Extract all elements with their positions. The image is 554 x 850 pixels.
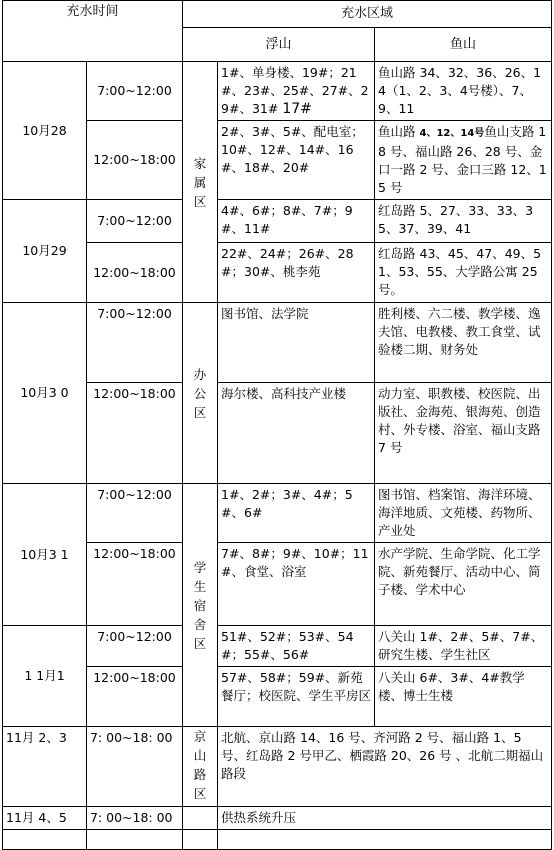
- header-fushan: 浮山: [183, 28, 375, 62]
- slot-cell: 12:00~18:00: [87, 121, 183, 200]
- area-cell: 供热系统升压: [218, 807, 552, 830]
- slot-cell: 7: 00~18: 00: [87, 807, 183, 830]
- yushan-text: 鱼山支路 18 号、福山路 26、28 号、金口一路 2 号、金口三路 12、15 号: [378, 124, 547, 195]
- yushan-cell: 动力室、职教楼、校医院、出版社、金海苑、银海苑、创造村、外专楼、浴室、福山支路 7 号: [375, 383, 552, 484]
- fushan-text-large: 17#: [282, 101, 312, 117]
- yushan-text: 鱼山路: [378, 124, 416, 139]
- day-cell: 1 1月1: [3, 626, 87, 727]
- yushan-cell: 胜利楼、六二楼、教学楼、逸夫馆、电教楼、教工食堂、试验楼二期、财务处: [375, 303, 552, 383]
- fushan-cell: [218, 62, 375, 121]
- fushan-cell: 1#、2#；3#、4#；5#、6#: [218, 484, 375, 543]
- slot-cell: 12:00~18:00: [87, 243, 183, 303]
- empty-cell: [87, 830, 183, 850]
- slot-cell: 12:00~18:00: [87, 543, 183, 626]
- area-cell: 北航、京山路 14、16 号、齐河路 2 号、福山路 1、5 号、红岛路 2 号甲乙、栖霞路 20、26 号 、北航二期福山路段: [218, 727, 552, 807]
- empty-cell: [183, 807, 218, 830]
- fushan-cell: 2#、3#、5#、配电室；10#、12#、14#、16#、18#、20#: [218, 121, 375, 200]
- header-time: 充水时间: [3, 1, 183, 62]
- fushan-text: 1#、单身楼、19#；21#、23#、25#、27#、29#、31#: [221, 65, 369, 116]
- empty-cell: [3, 830, 87, 850]
- category-label: 学生宿舍区: [193, 559, 207, 651]
- slot-cell: 7: 00~18: 00: [87, 727, 183, 807]
- fushan-cell: 7#、8#；9#、10#；11#、食堂、浴室: [218, 543, 375, 626]
- category-dorm: [183, 484, 218, 727]
- empty-cell: [218, 830, 552, 850]
- day-cell: 10月3 0: [3, 303, 87, 484]
- slot-cell: 7:00~12:00: [87, 626, 183, 667]
- header-yushan: 鱼山: [375, 28, 552, 62]
- day-cell: 10月29: [3, 200, 87, 303]
- category-label: 京山路区: [193, 729, 207, 801]
- yushan-cell: 八关山 6#、3#、4#教学楼、博士生楼: [375, 667, 552, 727]
- fushan-cell: 57#、58#；59#、新苑餐厅；校医院、学生平房区: [218, 667, 375, 727]
- day-cell: 10月28: [3, 62, 87, 200]
- yushan-cell: 红岛路 43、45、47、49、51、53、55、大学路公寓 25 号。: [375, 243, 552, 303]
- slot-cell: 7:00~12:00: [87, 200, 183, 243]
- yushan-text-small: 4、12、14号: [419, 128, 485, 139]
- slot-cell: 7:00~12:00: [87, 484, 183, 543]
- day-cell: 10月3 1: [3, 484, 87, 626]
- fushan-cell: 4#、6#；8#、7#；9#、11#: [218, 200, 375, 243]
- header-area: 充水区域: [183, 1, 552, 28]
- yushan-cell: 八关山 1#、2#、5#、7#、研究生楼、学生社区: [375, 626, 552, 667]
- yushan-cell: 红岛路 5、27、33、33、35、37、39、41: [375, 200, 552, 243]
- slot-cell: 7:00~12:00: [87, 62, 183, 121]
- yushan-cell: 图书馆、档案馆、海洋环境、海洋地质、文苑楼、药物所、产业处: [375, 484, 552, 543]
- day-cell: 11月 4、5: [3, 807, 87, 830]
- slot-cell: 12:00~18:00: [87, 383, 183, 484]
- yushan-cell: [375, 121, 552, 200]
- yushan-cell: 水产学院、生命学院、化工学院、新苑餐厅、活动中心、简子楼、学术中心: [375, 543, 552, 626]
- category-office: [183, 303, 218, 484]
- category-family: [183, 62, 218, 303]
- water-schedule-table: [2, 0, 552, 850]
- yushan-cell: 鱼山路 34、32、36、26、14（1、2、3、4号楼）、7、9、11: [375, 62, 552, 121]
- category-label: 家属区: [193, 155, 207, 209]
- slot-cell: 12:00~18:00: [87, 667, 183, 727]
- slot-cell: 7:00~12:00: [87, 303, 183, 383]
- category-label: 办公区: [193, 366, 207, 420]
- fushan-cell: 海尔楼、高科技产业楼: [218, 383, 375, 484]
- empty-cell: [183, 830, 218, 850]
- fushan-cell: 图书馆、法学院: [218, 303, 375, 383]
- fushan-cell: 51#、52#；53#、54#；55#、56#: [218, 626, 375, 667]
- category-jingshan: [183, 727, 218, 807]
- day-cell: 11月 2、3: [3, 727, 87, 807]
- fushan-cell: 22#、24#；26#、28#；30#、桃李苑: [218, 243, 375, 303]
